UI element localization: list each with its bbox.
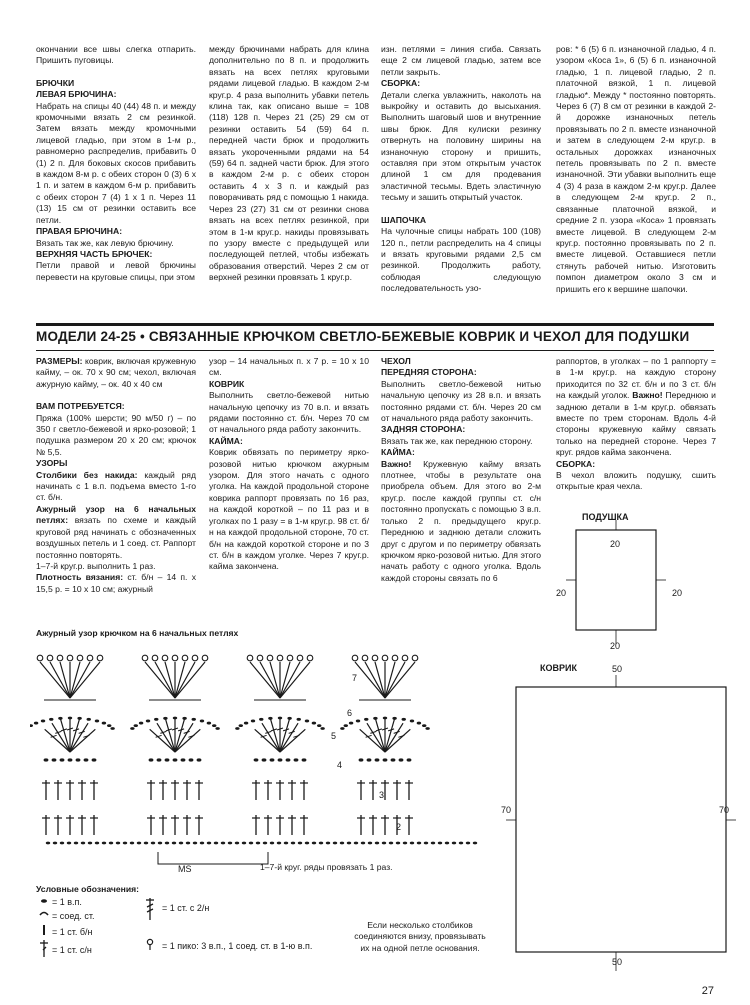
heading: РАЗМЕРЫ: bbox=[36, 356, 83, 366]
top-column-3 bbox=[381, 44, 541, 295]
pillow-label: ПОДУШКА bbox=[582, 512, 629, 522]
row-number-7: 7 bbox=[352, 673, 358, 683]
chain-stitch bbox=[87, 718, 91, 721]
bot-col2-paragraph: Коврик обвязать по периметру ярко-розовой нитью крючком ажурным узором. Для этого начать с одного уголка. На каждой продольной стороне коврика раппорт провязать по 16 раз, на каждой короткой – по 11 раз и в уголках по 1 разу = в 1-м круг.р. 98 ст. б/н на каждой продольной стороне, 70 ст. б/н на каждой короткой стороне и по 3 ст. б/н в каждом уголке. Через 7 круг.р. кайма закончена. bbox=[209, 447, 369, 572]
chain-stitch bbox=[344, 724, 348, 727]
top-col1-paragraph: Вязать так же, как левую брючину. bbox=[36, 237, 174, 248]
crown-stitch bbox=[70, 662, 90, 698]
chain-stitch bbox=[214, 842, 218, 845]
chain-stitch bbox=[197, 758, 202, 761]
chain-stitch bbox=[144, 842, 148, 845]
crown-stitch bbox=[365, 662, 385, 698]
top-col1-paragraph bbox=[36, 249, 196, 260]
picot bbox=[362, 655, 368, 661]
picot bbox=[382, 655, 388, 661]
chain-stitch bbox=[235, 727, 239, 730]
chain-stitch bbox=[200, 720, 204, 723]
row-number-6: 6 bbox=[347, 708, 353, 718]
legend-tr: = 1 ст. с 2/н bbox=[162, 903, 210, 913]
top-col3-paragraph bbox=[381, 204, 541, 215]
bot-col3-paragraph bbox=[381, 367, 541, 378]
top-column-1 bbox=[36, 44, 196, 283]
chain-stitch bbox=[68, 717, 72, 720]
chain-stitch bbox=[340, 727, 344, 730]
picot bbox=[247, 655, 253, 661]
chain-stitch bbox=[356, 720, 360, 723]
chain-stitch bbox=[158, 842, 162, 845]
legend-sc: = 1 ст. б/н bbox=[52, 927, 93, 937]
picot bbox=[97, 655, 103, 661]
bold-lead: Плотность вязания: bbox=[36, 572, 124, 583]
chain-stitch bbox=[410, 720, 414, 723]
chain-stitch bbox=[212, 724, 216, 727]
chain-stitch bbox=[277, 842, 281, 845]
chain-stitch bbox=[319, 842, 323, 845]
chain-stitch bbox=[200, 842, 204, 845]
chain-stitch bbox=[312, 842, 316, 845]
picot bbox=[37, 655, 43, 661]
heading: КОВРИК bbox=[209, 378, 245, 389]
bot-col4-paragraph: В чехол вложить подушку, сшить открытые края чехла. bbox=[556, 470, 716, 492]
chain-stitch bbox=[146, 720, 150, 723]
bot-col3-paragraph bbox=[381, 424, 541, 435]
bold-lead: Важно! bbox=[629, 390, 663, 401]
chain-stitch bbox=[392, 717, 396, 720]
chain-stitch bbox=[109, 842, 113, 845]
chain-stitch bbox=[417, 842, 421, 845]
chain-stitch bbox=[297, 718, 301, 721]
top-col1-paragraph bbox=[36, 226, 196, 237]
chain-stitch bbox=[270, 842, 274, 845]
heading: УЗОРЫ bbox=[36, 458, 68, 469]
picot bbox=[402, 655, 408, 661]
crown-stitch bbox=[155, 662, 175, 698]
chain-stitch bbox=[452, 842, 456, 845]
picot bbox=[142, 655, 148, 661]
chain-stitch bbox=[424, 842, 428, 845]
picot bbox=[162, 655, 168, 661]
chain-stitch bbox=[284, 842, 288, 845]
chain-stitch bbox=[383, 717, 387, 720]
chain-stitch bbox=[123, 842, 127, 845]
picot bbox=[172, 655, 178, 661]
rug-frame bbox=[516, 687, 726, 952]
chain-stitch bbox=[102, 842, 106, 845]
chain-stitch bbox=[391, 758, 396, 761]
picot bbox=[297, 655, 303, 661]
slip-stitch-icon bbox=[40, 913, 48, 916]
crown-stitch bbox=[50, 662, 70, 698]
row-number-3: 3 bbox=[379, 790, 385, 800]
chain-stitch bbox=[68, 758, 73, 761]
chain-stitch bbox=[77, 717, 81, 720]
heading: БРЮЧКИ bbox=[36, 77, 75, 88]
rug-dim-top: 50 bbox=[612, 664, 623, 674]
chain-stitch bbox=[422, 724, 426, 727]
legend-picot: = 1 пико: 3 в.п., 1 соед. ст. в 1-ю в.п. bbox=[162, 941, 313, 951]
picot bbox=[392, 655, 398, 661]
chain-stitch bbox=[254, 758, 259, 761]
bot-col3-paragraph bbox=[381, 447, 541, 458]
chain-stitch bbox=[459, 842, 463, 845]
chain-stitch bbox=[179, 842, 183, 845]
row-number-2: 2 bbox=[396, 822, 402, 832]
top-col3-paragraph: Детали слегка увлажнить, наколоть на выкройку и оставить до высыхания. Выполнить шаговый шов и внутренние швы брюк. Для кулиски резинку отвернуть на половину ширины на изнаночную сторону и пришить, оставляя при этом открытым участок длиной 1 см для продевания эластичной тесьмы. Вдеть эластичную тесьму и зашить открытый участок. bbox=[381, 89, 541, 203]
top-col1-paragraph bbox=[36, 78, 196, 89]
chain-stitch bbox=[44, 758, 49, 761]
chain-stitch bbox=[270, 758, 275, 761]
chain-stitch bbox=[466, 842, 470, 845]
picot bbox=[152, 655, 158, 661]
heading: СБОРКА: bbox=[556, 458, 596, 469]
heading: СБОРКА: bbox=[381, 78, 421, 89]
bottom-column-4 bbox=[556, 356, 716, 493]
rug-label: КОВРИК bbox=[540, 663, 577, 673]
bot-col1-paragraph: Столбики без накида: каждый ряд начинать с 1 в.п. подъема вместо 1-го ст. б/н. bbox=[36, 469, 196, 503]
picot bbox=[182, 655, 188, 661]
chain-stitch bbox=[221, 842, 225, 845]
legend-note: Если несколько столбиков соединяются внизу, провязывать их на одной петле основания. bbox=[354, 920, 486, 953]
top-col1-paragraph: окончании все швы слегка отпарить. Пришить пуговицы. bbox=[36, 44, 196, 66]
chain-stitch bbox=[137, 842, 141, 845]
rows-note: 1–7-й круг. ряды провязать 1 раз. bbox=[260, 862, 393, 872]
bold-lead: Ажурный узор на 6 начальных петлях: bbox=[36, 503, 196, 526]
section-title-bar bbox=[36, 323, 714, 351]
top-col4-paragraph: ров: * 6 (5) 6 п. изнаночной гладью, 4 п. узором «Коса 1», 6 (5) 6 п. изнаночной гладью, 1 п. лицевой гладью, 2 п. платочной вязкой, 1 п. лицевой гладью*. Между * постоянно повторять. Через 6 (7) 8 см от резинки в каждой 2-й дорожке изнаночных петель провязывать по 2 п. вместе изнаночной и затем в следующем 2-м круг.р. в остальных дорожках изнаночных петель провязывать по 2 п. вместе изнаночной. Эти убавки выполнить еще 4 (3) 4 раза в каждом 2-м круг.р. Далее в следующем 2-м круг.р. 2 п., связанные платочной вязкой, и средние 2 п. узора «Коса» 1 провязать вместе лицевой. В следующем 2-м круг.р. постоянно провязывать по 2 п. вместе лицевой. Оставшиеся петли стянуть рабочей нитью. Изготовить помпон диаметром около 3 см и пришить его к вершине шапочки. bbox=[556, 44, 716, 294]
chain-stitch bbox=[438, 842, 442, 845]
bot-col1-paragraph: 1–7-й круг.р. выполнить 1 раз. bbox=[36, 560, 156, 571]
heading: ВАМ ПОТРЕБУЕТСЯ: bbox=[36, 401, 125, 412]
bold-lead: Важно! bbox=[381, 458, 412, 469]
chain-stitch bbox=[76, 758, 81, 761]
pillow-dim-left: 20 bbox=[556, 588, 567, 598]
row-number-5: 5 bbox=[331, 731, 337, 741]
bot-col4-paragraph: раппортов, в уголках – по 1 раппорту = в 1-м круг.р. на каждую сторону приходится по 32 ст. б/н и по 3 ст. б/н на каждый уголок. Важно! Переднюю и заднюю детали в 1-м круг.р. обвязать вместе по трем сторонам. Вдоль 4-й стороны кружевную кайму связать только на передней стороне. Через 7 круг. рядов кайма закончена. bbox=[556, 356, 716, 458]
bot-col1-paragraph bbox=[36, 458, 196, 469]
chain-stitch bbox=[52, 758, 57, 761]
chain-stitch bbox=[389, 842, 393, 845]
chain-stitch bbox=[368, 842, 372, 845]
top-col3-paragraph: На чулочные спицы набрать 100 (108) 120 п., петли распределить на 4 спицы и вязать круговыми рядами 2,5 см резинкой. Продолжить работу, соблюдая следующую последовательность узо- bbox=[381, 226, 541, 294]
chain-stitch bbox=[154, 718, 158, 721]
chain-stitch bbox=[30, 724, 33, 727]
picot bbox=[267, 655, 273, 661]
legend-chain: = 1 в.п. bbox=[52, 897, 82, 907]
bot-col3-paragraph: Важно! Кружевную кайму вязать плотнее, чтобы в результате она приобрела объем. Для этого во 2-м круг.р. после каждой группы ст. с/н постоянно пропускать с помощью 3 в.п. только 2 п. предыдущего круг.р. Переднюю и заднюю детали сложить друг с другом и по периметру обвязать крючком ярко-розовой нитью. Для этого начать работу с одного уголка. Вдоль каждой стороны связать по 6 bbox=[381, 458, 541, 583]
chain-stitch bbox=[60, 842, 64, 845]
bot-col2-paragraph: узор – 14 начальных п. x 7 р. = 10 x 10 см. bbox=[209, 356, 369, 378]
bot-col1-paragraph: Пряжа (100% шерсти; 90 м/50 г) – по 350 г светло-бежевой и ярко-розовой; 1 подушка размером 20 x 20 см; крючок № 5,5. bbox=[36, 412, 196, 457]
crown-stitch bbox=[260, 662, 280, 698]
chain-stitch bbox=[181, 758, 186, 761]
crown-stitch bbox=[385, 662, 405, 698]
crown-stitch bbox=[175, 662, 195, 698]
chain-stitch bbox=[347, 842, 351, 845]
chain-stitch bbox=[354, 842, 358, 845]
heading: ВЕРХНЯЯ ЧАСТЬ БРЮЧЕК: bbox=[36, 248, 153, 259]
heading: ПРАВАЯ БРЮЧИНА: bbox=[36, 226, 123, 237]
heading: ЛЕВАЯ БРЮЧИНА: bbox=[36, 89, 117, 100]
chain-stitch bbox=[278, 717, 282, 720]
chain-stitch bbox=[165, 758, 170, 761]
chain-stitch bbox=[305, 720, 309, 723]
bot-col1-paragraph bbox=[36, 390, 196, 401]
chain-stitch bbox=[302, 758, 307, 761]
heading: КАЙМА: bbox=[209, 435, 243, 446]
picot bbox=[277, 655, 283, 661]
section-title: МОДЕЛИ 24-25 • СВЯЗАННЫЕ КРЮЧКОМ СВЕТЛО-БЕЖЕВЫЕ КОВРИК И ЧЕХОЛ ДЛЯ ПОДУШКИ bbox=[36, 329, 690, 344]
chain-stitch bbox=[239, 724, 243, 727]
heading: ШАПОЧКА bbox=[381, 214, 427, 225]
bot-col1-paragraph: РАЗМЕРЫ: коврик, включая кружевную кайму, – ок. 70 x 90 см; чехол, включая ажурную кайму, – ок. 40 x 40 см bbox=[36, 356, 196, 389]
row-number-4: 4 bbox=[337, 760, 343, 770]
picot bbox=[287, 655, 293, 661]
chain-stitch bbox=[256, 842, 260, 845]
chain-stitch bbox=[445, 842, 449, 845]
chain-stitch bbox=[407, 758, 412, 761]
chain-stitch bbox=[364, 718, 368, 721]
chain-stitch bbox=[340, 842, 344, 845]
chain-stitch bbox=[262, 758, 267, 761]
ms-label: MS bbox=[178, 864, 192, 874]
picot bbox=[412, 655, 418, 661]
chain-stitch bbox=[317, 724, 321, 727]
chain-stitch bbox=[151, 842, 155, 845]
chain-stitch bbox=[84, 758, 89, 761]
chain-stitch bbox=[349, 722, 353, 725]
chain-stitch bbox=[173, 717, 177, 720]
chain-stitch bbox=[116, 842, 120, 845]
top-column-2 bbox=[209, 44, 369, 284]
bot-col2-paragraph bbox=[209, 379, 369, 390]
chain-stitch bbox=[41, 720, 45, 723]
chain-stitch bbox=[373, 717, 377, 720]
chain-stitch bbox=[287, 717, 291, 720]
chain-stitch bbox=[305, 842, 309, 845]
bot-col4-paragraph bbox=[556, 459, 716, 470]
chain-stitch bbox=[102, 722, 106, 725]
chain-stitch bbox=[417, 722, 421, 725]
bold-lead: Столбики без накида: bbox=[36, 469, 138, 480]
chain-stitch bbox=[375, 758, 380, 761]
picot bbox=[202, 655, 208, 661]
chain-stitch bbox=[192, 718, 196, 721]
chain-stitch bbox=[95, 842, 99, 845]
chain-stitch bbox=[320, 727, 324, 730]
chain-stitch bbox=[425, 727, 429, 730]
bot-col1-paragraph bbox=[36, 401, 196, 412]
chain-stitch bbox=[312, 722, 316, 725]
heading: КАЙМА: bbox=[381, 447, 415, 458]
chain-stitch bbox=[259, 718, 263, 721]
chain-stitch bbox=[286, 758, 291, 761]
chain-stitch bbox=[367, 758, 372, 761]
legend-slip: = соед. ст. bbox=[52, 911, 95, 921]
legend-symbols-2 bbox=[140, 896, 160, 956]
chain-stitch bbox=[165, 842, 169, 845]
chain-stitch bbox=[60, 758, 65, 761]
chain-stitch bbox=[249, 842, 253, 845]
chain-stitch bbox=[268, 717, 272, 720]
chain-stitch bbox=[53, 842, 57, 845]
chain-stitch bbox=[375, 842, 379, 845]
chain-stitch bbox=[251, 720, 255, 723]
bot-col1-paragraph: Ажурный узор на 6 начальных петлях: вязать по схеме и каждый круговой ряд начинать с обозначенных воздушных петель и 1 соед. ст. Раппорт постоянно повторять. bbox=[36, 503, 196, 560]
picot bbox=[307, 655, 313, 661]
chain-stitch-icon bbox=[41, 899, 47, 903]
pillow-dim-top: 20 bbox=[610, 539, 621, 549]
heading: ПЕРЕДНЯЯ СТОРОНА: bbox=[381, 367, 477, 378]
rug-dim-left: 70 bbox=[501, 805, 512, 815]
bot-col3-paragraph bbox=[381, 356, 541, 367]
chain-stitch bbox=[473, 842, 477, 845]
chain-stitch bbox=[215, 727, 219, 730]
chain-stitch bbox=[157, 758, 162, 761]
chain-stitch bbox=[95, 720, 99, 723]
chain-stitch bbox=[244, 722, 248, 725]
chain-stitch bbox=[189, 758, 194, 761]
bot-col2-paragraph bbox=[209, 436, 369, 447]
pillow-dim-right: 20 bbox=[672, 588, 683, 598]
chain-stitch bbox=[291, 842, 295, 845]
rug-dim-bottom: 50 bbox=[612, 957, 623, 967]
top-col2-paragraph: между брючинами набрать для клина дополнительно по 8 п. и продолжить вязать на всех петлях круговыми рядами лицевой гладью. В каждом 2-м круг.р. 4 раза выполнить убавки петель клина так, как описано выше = 108 (118) 128 п. Через 21 (25) 29 см от резинки оставить 54 (59) 64 п. передней части брюк и продолжить вязать укороченными рядами на 54 (59) 64 п. задней части брюк. Для этого в каждом 2-м р. с обеих сторон оставить 4 х 3 п. и каждый раз поворачивать ряд с помощью 1 накида. Через 23 (27) 31 см от резинки снова вязать на всех петлях резинкой, при этом в 1-м круг.р. накиды провязывать по узору вместе с предыдущей или последующей петлей, чтобы избежать образования отверстий. Через 2 см от верхней резинки провязать 1 круг.р. bbox=[209, 44, 369, 283]
top-col1-paragraph bbox=[36, 67, 196, 78]
chain-stitch bbox=[333, 842, 337, 845]
chain-stitch bbox=[34, 722, 38, 725]
picot-icon bbox=[147, 939, 152, 944]
chain-stitch bbox=[74, 842, 78, 845]
chain-stitch bbox=[399, 758, 404, 761]
chain-stitch bbox=[235, 842, 239, 845]
diagram-title: Ажурный узор крючком на 6 начальных петлях bbox=[36, 628, 239, 638]
top-column-4 bbox=[556, 44, 716, 295]
chain-stitch bbox=[193, 842, 197, 845]
chain-stitch bbox=[92, 758, 97, 761]
chain-stitch bbox=[383, 758, 388, 761]
heading: ЗАДНЯЯ СТОРОНА: bbox=[381, 424, 466, 435]
bottom-column-1 bbox=[36, 356, 196, 595]
bot-col2-paragraph: Выполнить светло-бежевой нитью начальную цепочку из 70 в.п. и вязать рядами постоянно ст. б/н. Через 70 см от начального ряда работу закончить. bbox=[209, 390, 369, 435]
ms-bracket bbox=[158, 852, 268, 864]
bot-col3-paragraph: Вязать так же, как переднюю сторону. bbox=[381, 435, 533, 446]
top-col1-paragraph: Петли правой и левой брючины перевести на круговые спицы, при этом bbox=[36, 260, 196, 282]
chain-stitch bbox=[382, 842, 386, 845]
bot-col3-paragraph: Выполнить светло-бежевой нитью начальную цепочку из 28 в.п. и вязать постоянно рядами ст. б/н. Через 20 см от начального ряда работу закончить. bbox=[381, 378, 541, 424]
picot bbox=[352, 655, 358, 661]
picot bbox=[77, 655, 83, 661]
chain-stitch bbox=[172, 842, 176, 845]
picot bbox=[47, 655, 53, 661]
chain-stitch bbox=[263, 842, 267, 845]
chain-stitch bbox=[58, 717, 62, 720]
top-col1-paragraph bbox=[36, 89, 196, 100]
picot bbox=[57, 655, 63, 661]
chain-stitch bbox=[207, 842, 211, 845]
chain-stitch bbox=[361, 842, 365, 845]
chain-stitch bbox=[298, 842, 302, 845]
chain-stitch bbox=[186, 842, 190, 845]
legend-dc: = 1 ст. с/н bbox=[52, 945, 92, 955]
chain-stitch bbox=[88, 842, 92, 845]
crown-stitch bbox=[280, 662, 300, 698]
page-number: 27 bbox=[701, 985, 714, 997]
picot bbox=[67, 655, 73, 661]
bottom-column-2 bbox=[209, 356, 369, 573]
chain-stitch bbox=[403, 842, 407, 845]
chain-stitch bbox=[402, 718, 406, 721]
chain-stitch bbox=[278, 758, 283, 761]
crochet-chart bbox=[30, 640, 500, 885]
chain-stitch bbox=[173, 758, 178, 761]
picot bbox=[372, 655, 378, 661]
chain-stitch bbox=[67, 842, 71, 845]
chain-stitch bbox=[396, 842, 400, 845]
chain-stitch bbox=[49, 718, 53, 721]
chain-stitch bbox=[130, 727, 134, 730]
chain-stitch bbox=[163, 717, 167, 720]
picot bbox=[257, 655, 263, 661]
top-col3-paragraph bbox=[381, 215, 541, 226]
legend-title: Условные обозначения: bbox=[36, 884, 139, 894]
chain-stitch bbox=[130, 842, 134, 845]
chain-stitch bbox=[182, 717, 186, 720]
rug-dim-right: 70 bbox=[719, 805, 730, 815]
chain-stitch bbox=[46, 842, 50, 845]
chain-stitch bbox=[81, 842, 85, 845]
chain-stitch bbox=[207, 722, 211, 725]
chain-stitch bbox=[139, 722, 143, 725]
chain-stitch bbox=[134, 724, 138, 727]
top-col3-paragraph bbox=[381, 78, 541, 89]
chain-stitch bbox=[431, 842, 435, 845]
chain-stitch bbox=[410, 842, 414, 845]
picot bbox=[87, 655, 93, 661]
chain-stitch bbox=[149, 758, 154, 761]
chain-stitch bbox=[242, 842, 246, 845]
chain-stitch bbox=[326, 842, 330, 845]
chain-stitch bbox=[110, 727, 114, 730]
top-col1-paragraph: Набрать на спицы 40 (44) 48 п. и между кромочными вязать 2 см резинкой. Затем вязать между кромочными лицевой гладью, при этом в 1-м р., равномерно распределив, прибавить 0 (1) 2 п. Для боковых скосов прибавить в каждом 8-м р. с обеих сторон 0 (3) 6 х 1 п. и затем в каждом 6-м р. прибавить с обеих сторон 7 (4) 1 х 1 п. Через 11 (13) 15 см от резинки оставить все петли. bbox=[36, 100, 196, 225]
heading: ЧЕХОЛ bbox=[381, 356, 411, 366]
chain-stitch bbox=[359, 758, 364, 761]
chain-stitch bbox=[228, 842, 232, 845]
chain-stitch bbox=[107, 724, 111, 727]
chain-stitch bbox=[294, 758, 299, 761]
picot bbox=[192, 655, 198, 661]
bot-col1-paragraph: Плотность вязания: ст. б/н – 14 п. x 15,5 р. = 10 x 10 см; ажурный bbox=[36, 572, 196, 594]
rug-schematic bbox=[490, 655, 750, 985]
bottom-column-3 bbox=[381, 356, 541, 584]
top-col3-paragraph: изн. петлями = линия сгиба. Связать еще 2 см лицевой гладью, затем все петли закрыть. bbox=[381, 44, 541, 77]
pillow-dim-bottom: 20 bbox=[610, 641, 621, 651]
